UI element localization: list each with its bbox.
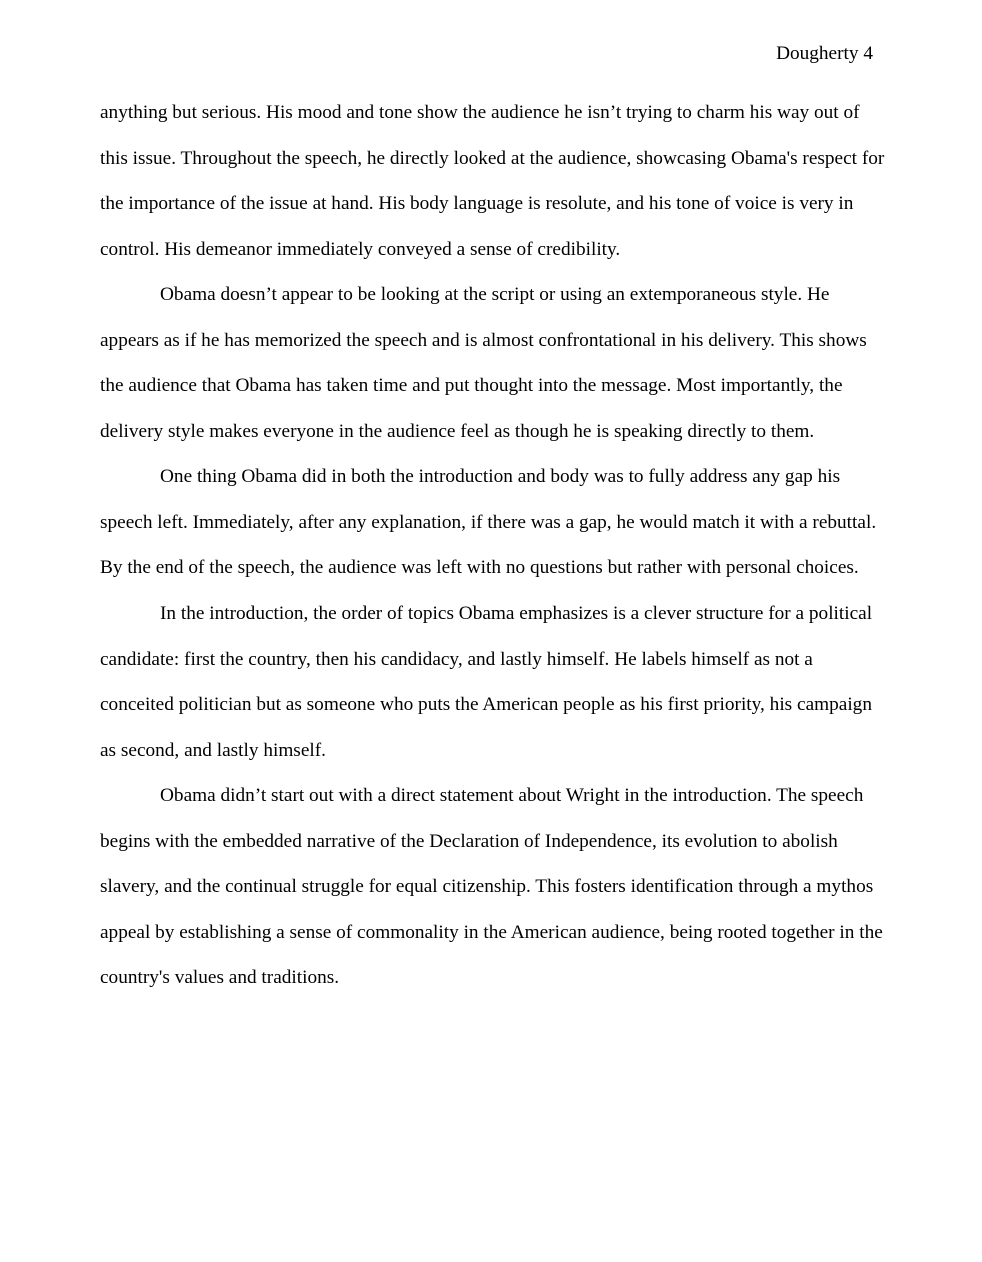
body-text (100, 90, 890, 1001)
paragraph-1: anything but serious. His mood and tone show the audience he isn’t trying to charm his way out of this issue. Throughout the speech, he directly looked at the audience, showcasing Obama's respect for the importance of the issue at hand. His body language is resolute, and his tone of voice is very in control. His demeanor immediately conveyed a sense of credibility. (100, 102, 885, 260)
paragraph-5: Obama didn’t start out with a direct statement about Wright in the introduction. The speech begins with the embedded narrative of the Declaration of Independence, its evolution to abolish slavery, and the continual struggle for equal citizenship. This fosters identification through a mythos appeal by establishing a sense of commonality in the American audience, being rooted together in the country's values and traditions. (100, 785, 883, 989)
paragraph-3: One thing Obama did in both the introduction and body was to fully address any gap his speech left. Immediately, after any explanation, if there was a gap, he would match it with a rebuttal. By the end of the speech, the audience was left with no questions but rather with personal choices. (100, 466, 877, 579)
paragraph-4: In the introduction, the order of topics Obama emphasizes is a clever structure for a political candidate: first the country, then his candidacy, and lastly himself. He labels himself as not a conceited politician but as someone who puts the American people as his first priority, his campaign as second, and lastly himself. (100, 603, 873, 761)
running-head: Dougherty 4 (776, 43, 873, 64)
paragraph-2: Obama doesn’t appear to be looking at the script or using an extemporaneous style. He appears as if he has memorized the speech and is almost confrontational in his delivery. This shows the audience that Obama has taken time and put thought into the message. Most importantly, the delivery style makes everyone in the audience feel as though he is speaking directly to them. (100, 284, 867, 442)
